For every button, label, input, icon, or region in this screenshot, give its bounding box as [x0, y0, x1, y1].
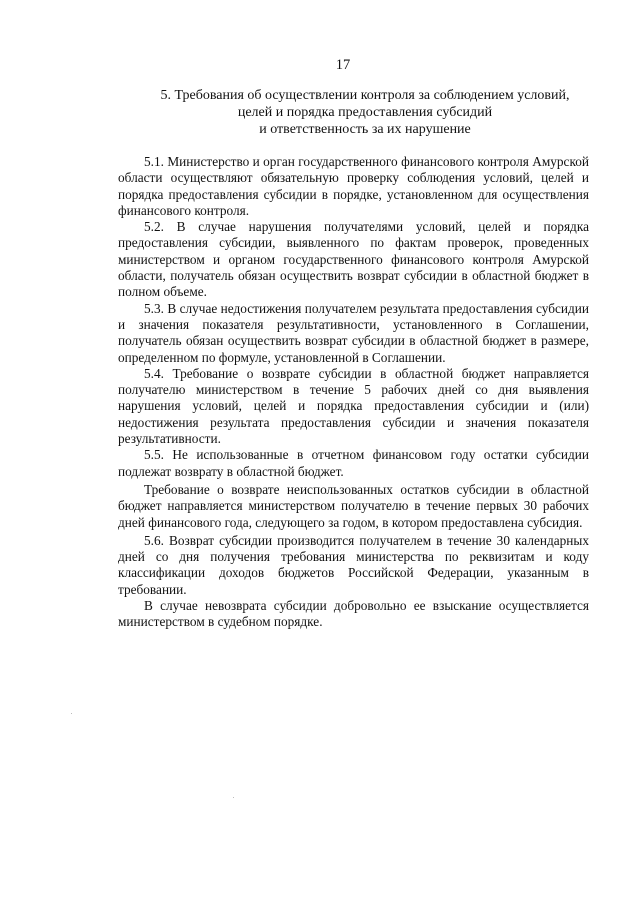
paragraph-5-5-continued: Требование о возврате неиспользованных остатков субсидии в областной бюджет направляется министерством получателю в течение первых 30 рабочих дней финансового года, следующего за годом, в котором предоставлена субсидия. — [118, 481, 589, 530]
document-body — [118, 154, 589, 631]
section-title-line: 5. Требования об осуществлении контроля за соблюдением условий, — [160, 88, 570, 103]
paragraph-5-6-continued: В случае невозврата субсидии добровольно ее взыскание осуществляется министерством в судебном порядке. — [118, 598, 589, 630]
page-number: 17 — [335, 57, 351, 73]
scan-speck — [71, 713, 72, 714]
paragraph-5-6: 5.6. Возврат субсидии производится получателем в течение 30 календарных дней со дня получения требования министерства по реквизитам и коду классификации доходов бюджетов Российской Федерации, указанным в требовании. — [118, 532, 589, 597]
paragraph-5-2: 5.2. В случае нарушения получателями условий, целей и порядка предоставления субсидии, выявленного по фактам проверок, проведенных министерством и органом государственного финансового контроля Амурской области, получатель обязан осуществить возврат субсидии в областной бюджет в полном объеме. — [118, 219, 589, 300]
paragraph-5-4: 5.4. Требование о возврате субсидии в областной бюджет направляется получателю министерством в течение 5 рабочих дней со дня выявления нарушения условий, целей и порядка предоставления субсидии и (или) недостижения результата предоставления субсидии и значения показателя результативности. — [118, 365, 589, 447]
section-title — [120, 87, 610, 138]
section-title-line: целей и порядка предоставления субсидий — [237, 105, 493, 120]
paragraph-5-1: 5.1. Министерство и орган государственного финансового контроля Амурской области осуществляют обязательную проверку соблюдения условий, целей и порядка предоставления субсидии в порядке, установленном для осуществления финансового контроля. — [118, 154, 589, 218]
section-title-line: и ответственность за их нарушение — [259, 122, 471, 137]
paragraph-5-3: 5.3. В случае недостижения получателем результата предоставления субсидии и значения показателя результативности, установленного в Соглашении, получатель обязан осуществить возврат субсидии в областной бюджет в размере, определенном по формуле, установленной в Соглашении. — [118, 300, 589, 365]
scan-speck — [233, 797, 234, 798]
paragraph-5-5: 5.5. Не использованные в отчетном финансовом году остатки субсидии подлежат возврату в областной бюджет. — [118, 447, 589, 479]
